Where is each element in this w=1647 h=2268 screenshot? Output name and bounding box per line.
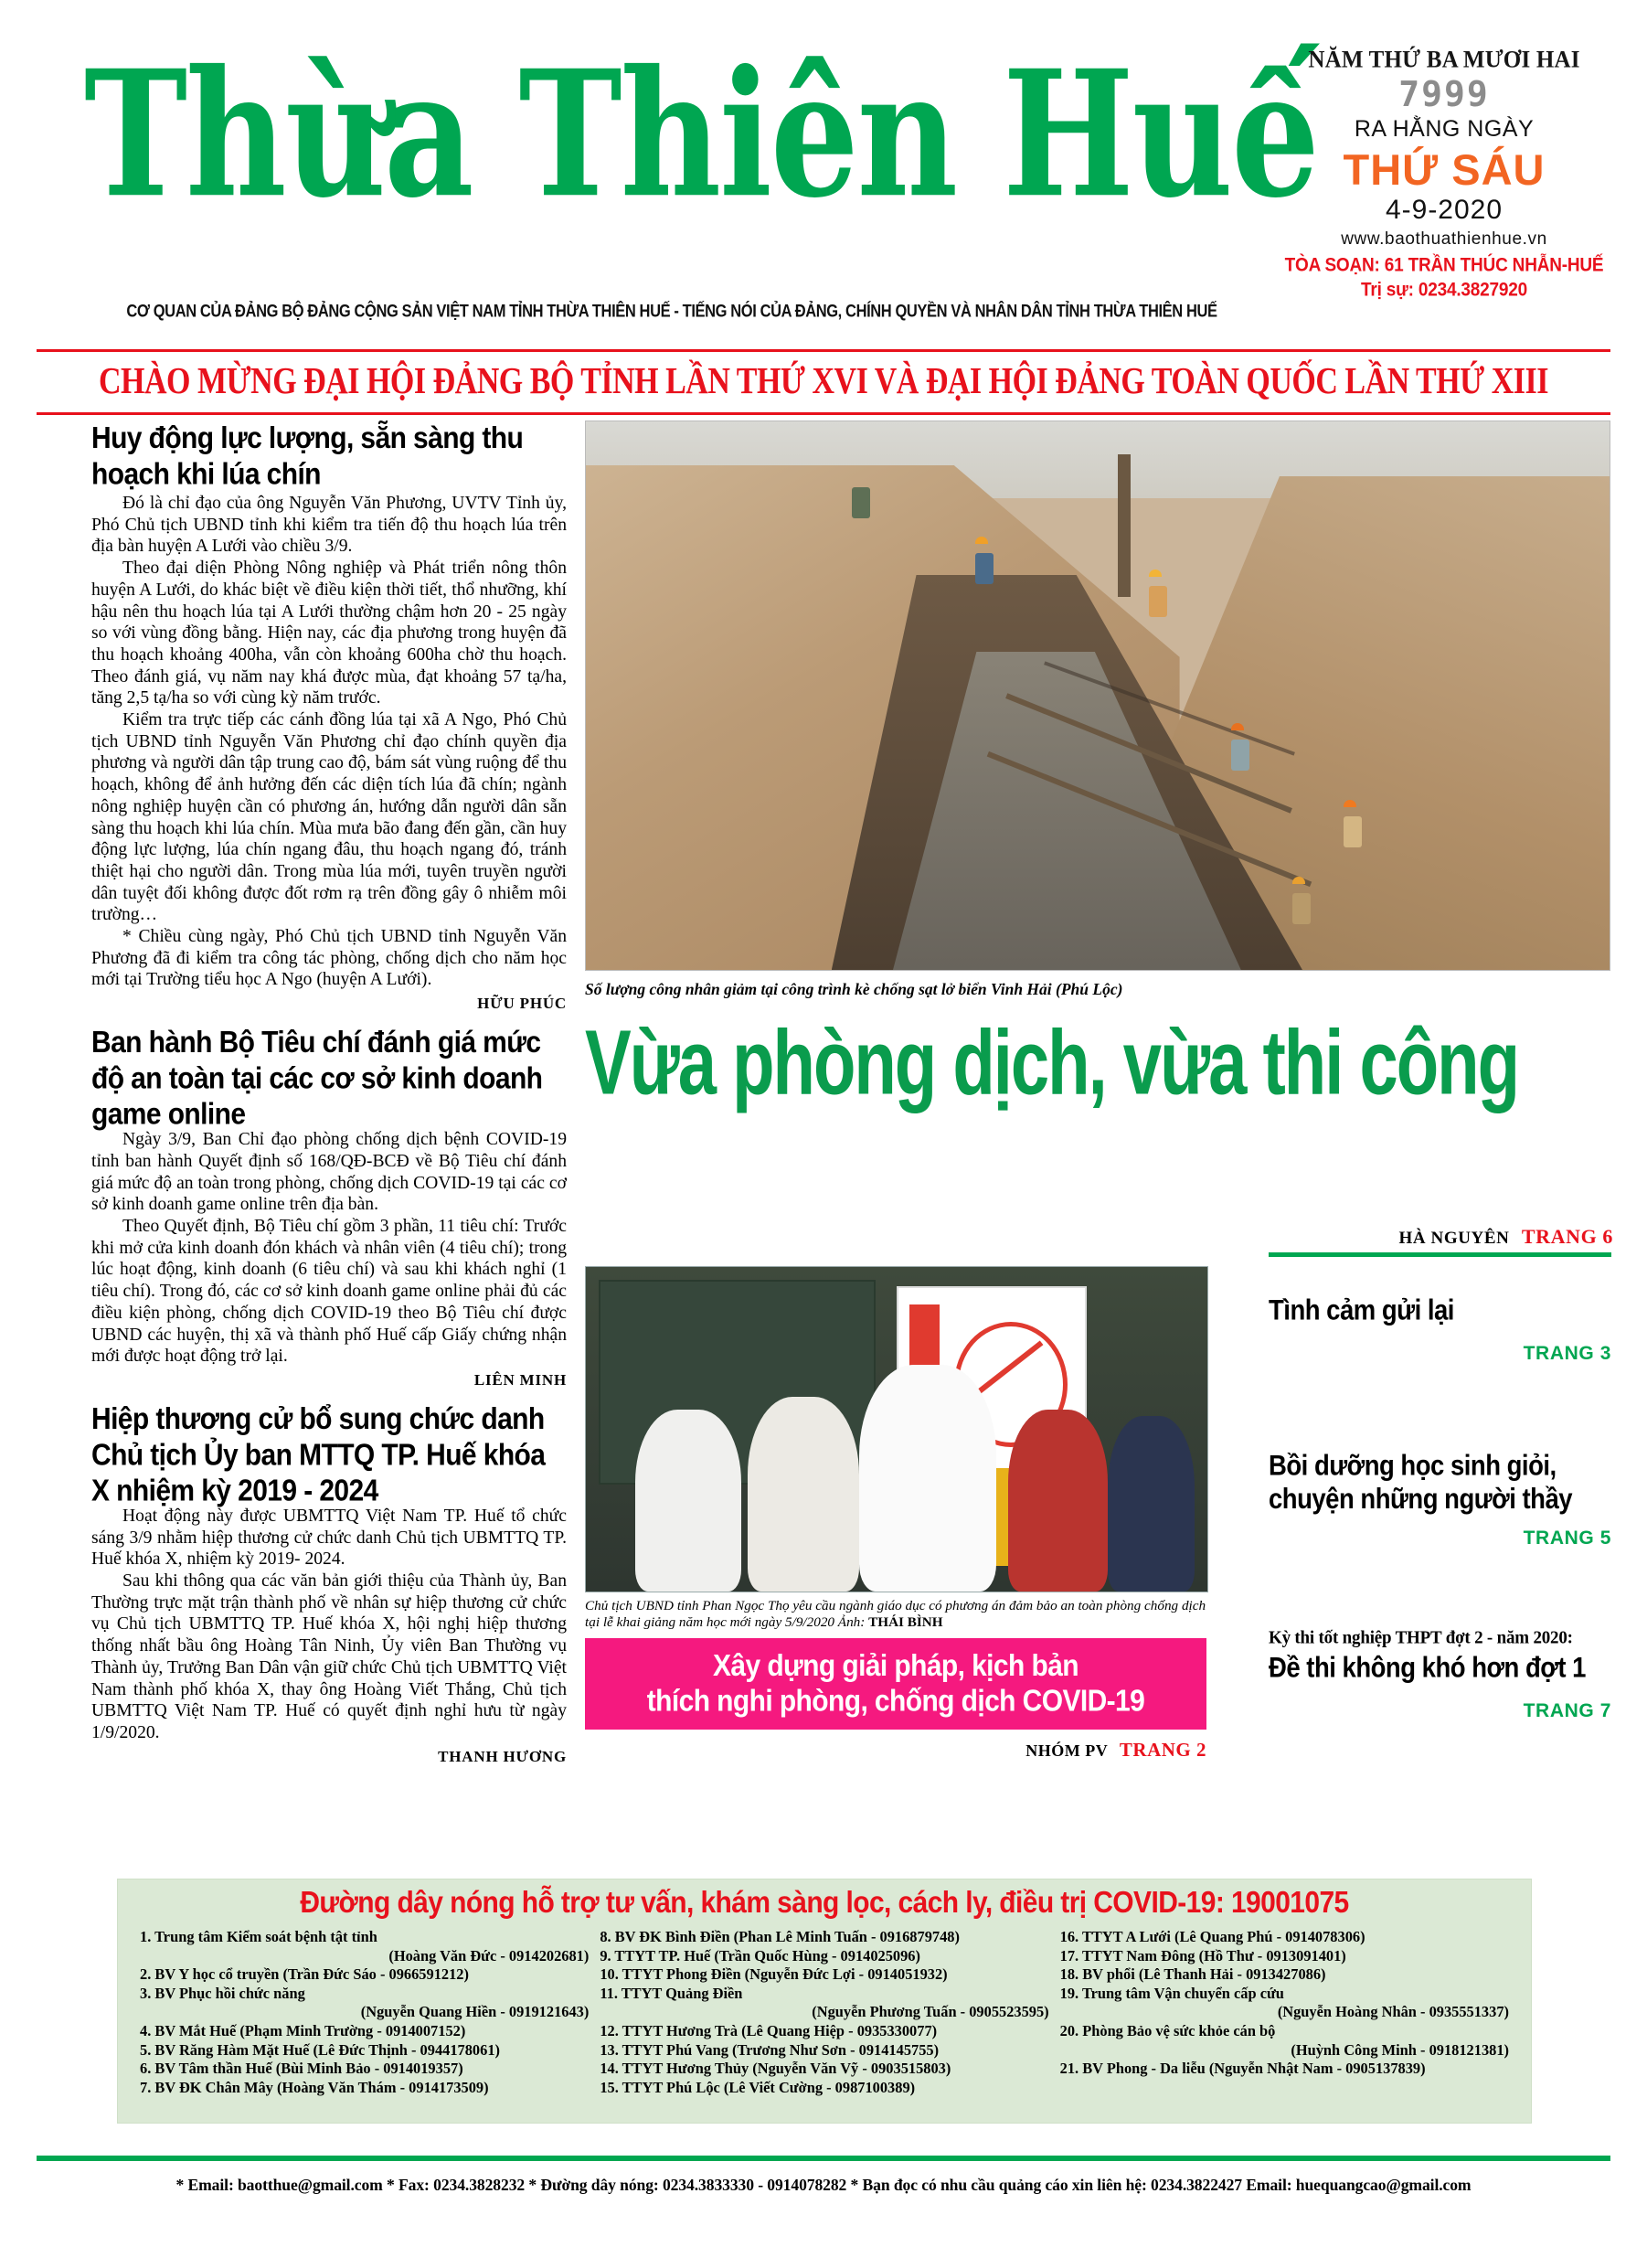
pink-callout-page-ref[interactable]: TRANG 2 <box>1119 1739 1206 1761</box>
teaser-2-page-ref[interactable]: TRANG 5 <box>1523 1528 1611 1549</box>
issue-number: 7999 <box>1398 74 1490 114</box>
teaser-1-page-ref[interactable]: TRANG 3 <box>1523 1343 1611 1364</box>
hotline-title: Đường dây nóng hỗ trợ tư vấn, khám sàng lọc, cách ly, điều trị COVID-19: 19001075 <box>300 1885 1349 1920</box>
publication-year-line: NĂM THỨ BA MƯƠI HAI <box>1308 47 1580 73</box>
article-3 <box>91 1401 567 1766</box>
hotline-entry: 3. BV Phục hồi chức năng <box>140 1984 305 2002</box>
photo-worker-helmet <box>1231 723 1244 730</box>
pink-callout-line-1: Xây dựng giải pháp, kịch bản <box>713 1649 1079 1683</box>
banner-text: CHÀO MỪNG ĐẠI HỘI ĐẢNG BỘ TỈNH LẦN THỨ XVI VÀ ĐẠI HỘI ĐẢNG TOÀN QUỐC LẦN THỨ XIII <box>98 360 1548 402</box>
second-photo-credit: THÁI BÌNH <box>868 1614 943 1630</box>
article-2-headline[interactable]: Ban hành Bộ Tiêu chí đánh giá mức độ an toàn tại các cơ sở kinh doanh game online <box>91 1026 543 1132</box>
feature-byline-row <box>1225 1225 1613 1249</box>
article-1 <box>91 421 567 1013</box>
publication-date: 4-9-2020 <box>1385 195 1504 225</box>
photo-worker-helmet <box>1149 570 1162 577</box>
newspaper-logo-title: Thừa Thiên Huế <box>84 31 1318 237</box>
teaser-item-2[interactable] <box>1269 1449 1611 1549</box>
hotline-entry: 12. TTYT Hương Trà (Lê Quang Hiệp - 0935330077) <box>600 2021 938 2039</box>
pink-callout-text <box>647 1649 1144 1720</box>
article-2 <box>91 1025 567 1390</box>
masthead <box>0 0 1647 340</box>
hotline-entry: (Nguyễn Quang Hiền - 0919121643) <box>360 2003 590 2021</box>
hotline-entry: (Nguyễn Hoàng Nhân - 0935551337) <box>1277 2003 1509 2021</box>
hotline-entry: (Huỳnh Công Minh - 0918121381) <box>1291 2040 1509 2059</box>
office-address: TÒA SOẠN: 61 TRẦN THÚC NHẪN-HUẾ <box>1284 254 1604 277</box>
article-1-paragraph: * Chiều cùng ngày, Phó Chủ tịch UBND tỉnh Nguyễn Văn Phương đã đi kiểm tra công tác phòng, chống dịch cho năm học mới tại Trường tiểu học A Ngo (huyện A Lưới). <box>91 927 567 990</box>
hotline-entry: 14. TTYT Hương Thủy (Nguyễn Văn Vỹ - 0903515803) <box>600 2060 951 2078</box>
photo-worker <box>1231 740 1249 771</box>
main-photo-construction-site <box>585 421 1610 971</box>
hotline-entry: 8. BV ĐK Bình Điền (Phan Lê Minh Tuấn - 0916879748) <box>600 1928 960 1945</box>
hotline-entry: (Nguyễn Phương Tuấn - 0905523595) <box>812 2003 1049 2021</box>
feature-byline: HÀ NGUYÊN <box>1398 1229 1510 1248</box>
article-1-paragraph: Kiểm tra trực tiếp các cánh đồng lúa tại xã A Ngo, Phó Chủ tịch UBND tỉnh Nguyễn Văn Phương chỉ đạo chính quyền địa phương và người dân tập trung cao độ, bám sát vùng ruộng để thu hoạch, không để ảnh hưởng đến các diện tích lúa đã chín; ngành nông nghiệp huyện cần có phương án, hướng dẫn người dân sẵn sàng thu hoạch khi lúa chín. Mùa mưa bão đang đến gần, cần huy động lực lượng, lúa chín ngang đâu, thu hoạch ngang đó, tránh thiệt hại cho người dân. Trong mùa lúa mới, tuyên truyền người dân tuyệt đối không được đốt rơm rạ trên đồng gây ô nhiễm môi trường… <box>91 710 567 925</box>
hotline-entry: 11. TTYT Quảng Điền <box>600 1984 743 2002</box>
hotline-entry: 13. TTYT Phú Vang (Trương Như Sơn - 0914145755) <box>600 2040 940 2059</box>
teaser-3-title[interactable]: Đề thi không khó hơn đợt 1 <box>1269 1651 1586 1684</box>
masthead-tagline: CƠ QUAN CỦA ĐẢNG BỘ ĐẢNG CỘNG SẢN VIỆT NAM TỈNH THỪA THIÊN HUẾ - TIẾNG NÓI CỦA ĐẢNG, CHÍNH QUYỀN VÀ NHÂN DÂN TỈNH THỪA THIÊN HUẾ <box>126 302 1217 322</box>
congress-welcome-banner <box>37 349 1610 415</box>
pink-callout-byline: NHÓM PV <box>1025 1741 1108 1760</box>
office-phone: Trị sự: 0234.3827920 <box>1361 279 1527 302</box>
article-1-headline[interactable]: Huy động lực lượng, sẵn sàng thu hoạch khi lúa chín <box>91 421 524 492</box>
hotline-entry: 10. TTYT Phong Điền (Nguyễn Đức Lợi - 0914051932) <box>600 1965 948 1984</box>
hotline-entry: 2. BV Y học cổ truyền (Trần Đức Sáo - 0966591212) <box>140 1965 469 1984</box>
photo-worker <box>852 487 870 518</box>
teaser-3-kicker: Kỳ thi tốt nghiệp THPT đợt 2 - năm 2020: <box>1269 1627 1573 1648</box>
green-divider-rule <box>1269 1252 1611 1257</box>
article-3-byline: THANH HƯƠNG <box>438 1747 567 1765</box>
photo-worker <box>975 553 994 584</box>
photo2-student <box>748 1397 859 1592</box>
publication-weekday: THỨ SÁU <box>1343 145 1546 194</box>
website-url[interactable]: www.baothuathienhue.vn <box>1341 229 1547 249</box>
hotline-entry: 18. BV phổi (Lê Thanh Hải - 0913427086) <box>1059 1965 1326 1984</box>
hotline-entry: 9. TTYT TP. Huế (Trần Quốc Hùng - 0914025096) <box>600 1946 920 1965</box>
main-photo-caption: Số lượng công nhân giảm tại công trình kè chống sạt lở biển Vinh Hải (Phú Lộc) <box>585 980 1123 998</box>
article-2-paragraph: Ngày 3/9, Ban Chỉ đạo phòng chống dịch bệnh COVID-19 tỉnh ban hành Quyết định số 168/QĐ-BCĐ về Bộ Tiêu chí đánh giá mức độ an toàn trong phòng, chống dịch COVID-19 tại các cơ sở kinh doanh game online trên địa bàn. <box>91 1130 567 1215</box>
photo-worker-helmet <box>975 537 988 544</box>
hotline-entry: 4. BV Mắt Huế (Phạm Minh Trường - 0914007152) <box>140 2021 466 2039</box>
teaser-1-title[interactable]: Tình cảm gửi lại <box>1269 1294 1454 1326</box>
photo2-student <box>1008 1410 1108 1592</box>
masthead-info-block <box>1261 48 1627 301</box>
article-3-paragraph: Sau khi thông qua các văn bản giới thiệu của Thành ủy, Ban Thường trực mặt trận thành phố về nhân sự hiệp thương cử chức vụ Chủ tịch UBMTTQ TP. Huế khóa X, hội nghị hiệp thương thống nhất bầu ông Hoàng Tân Ninh, Ủy viên Ban Thường vụ Thành ủy, Trưởng Ban Dân vận giữ chức Chủ tịch UBMTTQ Việt Nam thành phố khóa X, thay ông Hoàng Viết Thắng, Chủ tịch UBMTTQ Việt Nam TP. Huế có quyết định nghỉ hưu từ ngày 1/9/2020. <box>91 1571 567 1742</box>
hotline-entry: 19. Trung tâm Vận chuyển cấp cứu <box>1059 1984 1284 2002</box>
second-photo-school-screening <box>585 1266 1208 1592</box>
photo-worker <box>1149 586 1167 617</box>
hotline-entry: 15. TTYT Phú Lộc (Lê Viết Cường - 0987100389) <box>600 2078 916 2096</box>
hotline-columns <box>118 1928 1531 2097</box>
teaser-3-page-ref[interactable]: TRANG 7 <box>1523 1700 1611 1721</box>
photo-worker <box>1292 893 1311 924</box>
hotline-column-3 <box>1055 1928 1514 2097</box>
teaser-item-3[interactable] <box>1269 1627 1611 1722</box>
photo2-student <box>1108 1416 1195 1592</box>
photo2-teacher <box>859 1365 996 1592</box>
teaser-item-1[interactable] <box>1269 1294 1611 1365</box>
photo2-student <box>635 1410 741 1592</box>
footer-contact-line: * Email: baotthue@gmail.com * Fax: 0234.3828232 * Đường dây nóng: 0234.3833330 - 0914078282 * Bạn đọc có nhu cầu quảng cáo xin liên hệ: 0234.3822427 Email: huequangcao@gmail.com <box>175 2176 1472 2194</box>
hotline-entry: 1. Trung tâm Kiểm soát bệnh tật tỉnh <box>140 1928 377 1945</box>
hotline-entry: 21. BV Phong - Da liễu (Nguyễn Nhật Nam - 0905137839) <box>1059 2060 1426 2078</box>
hotline-entry: 6. BV Tâm thần Huế (Bùi Minh Bảo - 0914019357) <box>140 2060 463 2078</box>
hotline-column-1 <box>134 1928 594 2097</box>
second-photo-caption-text: Chủ tịch UBND tỉnh Phan Ngọc Thọ yêu cầu ngành giáo dục có phương án đảm bảo an toàn phòng chống dịch tại lễ khai giảng năm học mới ngày 5/9/2020 Ảnh: <box>585 1598 1206 1630</box>
pink-callout-byline-row <box>585 1739 1206 1762</box>
feature-page-ref[interactable]: TRANG 6 <box>1521 1225 1613 1248</box>
hotline-entry: 7. BV ĐK Chân Mây (Hoàng Văn Thám - 0914173509) <box>140 2078 489 2096</box>
covid-hotline-box <box>117 1879 1532 2124</box>
second-photo-caption <box>585 1598 1206 1631</box>
feature-green-headline[interactable]: Vừa phòng dịch, vừa thi công <box>585 1011 1518 1114</box>
column-spacer <box>91 1390 567 1401</box>
photo-worker-helmet <box>1344 800 1356 807</box>
publication-frequency: RA HẰNG NGÀY <box>1354 116 1535 142</box>
column-spacer <box>91 1013 567 1025</box>
article-3-headline[interactable]: Hiệp thương cử bổ sung chức danh Chủ tịch Ủy ban MTTQ TP. Huế khóa X nhiệm kỳ 2019 - 2024 <box>91 1402 546 1508</box>
photo-worker <box>1344 816 1362 847</box>
article-2-paragraph: Theo Quyết định, Bộ Tiêu chí gồm 3 phần, 11 tiêu chí: Trước khi mở cửa kinh doanh đón khách và nhân viên (4 tiêu chí); trong lúc hoạt động, kinh doanh (6 tiêu chí) và sau khi khách nghỉ (1 tiêu chí). Trong đó, các cơ sở kinh doanh game online phải đủ các điều kiện phòng, chống dịch COVID-19 theo Bộ Tiêu chí được UBND các huyện, thị xã và thành phố Huế cấp Giấy chứng nhận mới được hoạt động trở lại. <box>91 1216 567 1367</box>
hotline-entry: 20. Phòng Bảo vệ sức khỏe cán bộ <box>1059 2021 1276 2039</box>
left-article-column <box>91 421 567 1766</box>
article-3-paragraph: Hoạt động này được UBMTTQ Việt Nam TP. Huế tổ chức sáng 3/9 nhằm hiệp thương cử chức danh Chủ tịch UBMTTQ TP. Huế khóa X, nhiệm kỳ 2019- 2024. <box>91 1506 567 1570</box>
teaser-2-title[interactable]: Bồi dưỡng học sinh giỏi, chuyện những người thầy <box>1269 1449 1573 1515</box>
article-1-paragraph: Đó là chỉ đạo của ông Nguyễn Văn Phương, UVTV Tỉnh ủy, Phó Chủ tịch UBND tỉnh khi kiểm tra tiến độ thu hoạch lúa trên địa bàn huyện A Lưới vào chiều 3/9. <box>91 494 567 557</box>
footer-green-rule <box>37 2156 1610 2161</box>
hotline-entry: 16. TTYT A Lưới (Lê Quang Phú - 0914078306) <box>1059 1928 1365 1945</box>
photo-worker-helmet <box>1292 877 1305 884</box>
photo-utility-pole <box>1118 454 1131 597</box>
article-2-byline: LIÊN MINH <box>473 1370 567 1389</box>
pink-callout-box[interactable] <box>585 1638 1206 1730</box>
hotline-column-2 <box>594 1928 1054 2097</box>
hotline-entry: 5. BV Răng Hàm Mặt Huế (Lê Đức Thịnh - 0944178061) <box>140 2040 500 2059</box>
article-1-paragraph: Theo đại diện Phòng Nông nghiệp và Phát triển nông thôn huyện A Lưới, do khác biệt về điều kiện thời tiết, thổ nhưỡng, khí hậu nên thu hoạch lúa tại A Lưới thường chậm hơn 20 - 25 ngày so với vùng đồng bằng. Hiện nay, các địa phương trong huyện đã thu hoạch khoảng 400ha, vẫn còn khoảng 600ha chờ thu hoạch. Theo đánh giá, vụ năm nay khá được mùa, đạt khoảng 57 tạ/ha, tăng 2,5 tạ/ha so với cùng kỳ năm trước. <box>91 559 567 708</box>
pink-callout-line-2: thích nghi phòng, chống dịch COVID-19 <box>646 1685 1145 1719</box>
article-1-byline: HỮU PHÚC <box>477 995 567 1013</box>
hotline-entry: 17. TTYT Nam Đông (Hồ Thư - 0913091401) <box>1059 1946 1346 1965</box>
hotline-entry: (Hoàng Văn Đức - 0914202681) <box>388 1946 590 1965</box>
